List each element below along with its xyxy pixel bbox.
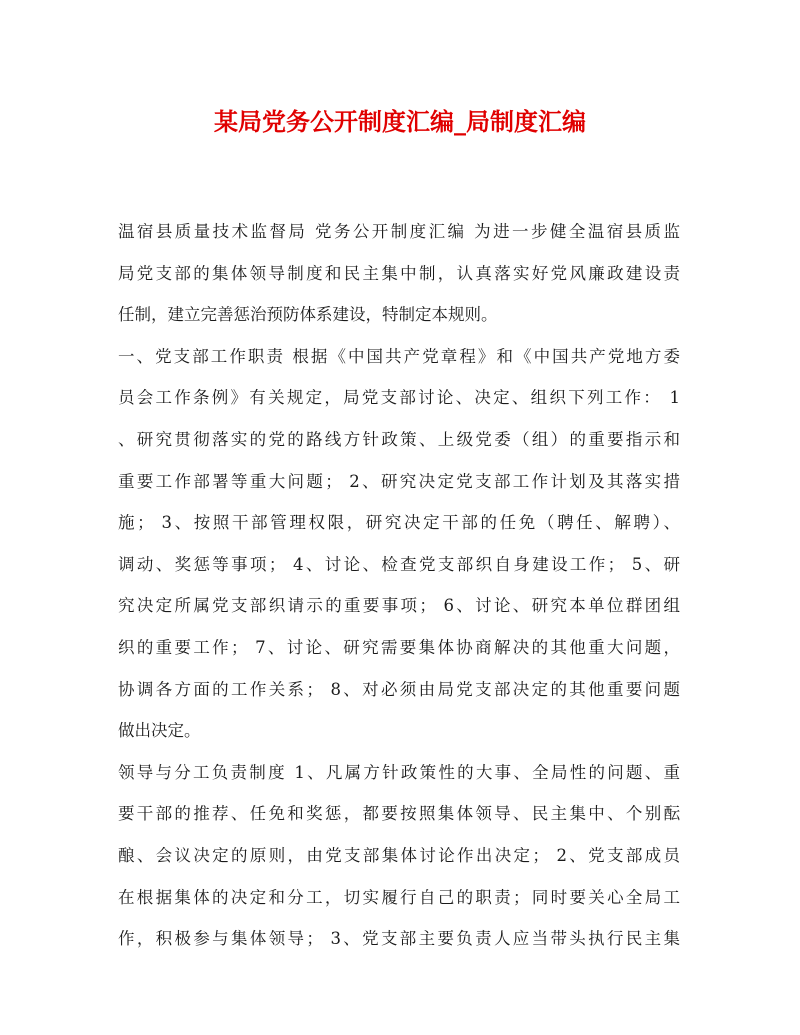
text-line: 调动、奖惩等事项； 4、讨论、检查党支部织自身建设工作； 5、研 [118,554,680,574]
text-line: 在根据集体的决定和分工，切实履行自己的职责；同时要关心全局工 [118,887,680,907]
document-title: 某局党务公开制度汇编_局制度汇编 [214,107,586,136]
text-line: 任制，建立完善惩治预防体系建设，特制定本规则。 [118,305,498,325]
text-line: 局党支部的集体领导制度和民主集中制，认真落实好党风廉政建设责 [118,263,680,283]
text-line: 协调各方面的工作关系； 8、对必须由局党支部决定的其他重要问题 [118,679,680,699]
paragraph-intro [118,211,680,336]
text-line: 温宿县质量技术监督局 党务公开制度汇编 为进一步健全温宿县质监 [118,222,680,241]
text-line: 施； 3、按照干部管理权限，研究决定干部的任免（聘任、解聘）、 [118,513,680,533]
text-line: 重要工作部署等重大问题； 2、研究决定党支部工作计划及其落实措 [118,471,680,491]
paragraph-leadership [118,752,680,960]
text-line: 织的重要工作； 7、讨论、研究需要集体协商解决的其他重大问题， [118,637,680,657]
text-line: 酿、会议决定的原则，由党支部集体讨论作出决定； 2、党支部成员 [118,845,680,865]
document-body [118,211,680,960]
text-line: 、研究贯彻落实的党的路线方针政策、上级党委（组）的重要指示和 [118,429,680,449]
text-line: 要干部的推荐、任免和奖惩，都要按照集体领导、民主集中、个别酝 [118,804,680,824]
text-line: 做出决定。 [118,721,201,741]
text-line: 究决定所属党支部织请示的重要事项； 6、讨论、研究本单位群团组 [118,596,680,616]
text-line: 一、党支部工作职责 根据《中国共产党章程》和《中国共产党地方委 [118,346,680,366]
text-line: 员会工作条例》有关规定，局党支部讨论、决定、组织下列工作： 1 [118,388,680,408]
text-line: 作，积极参与集体领导； 3、党支部主要负责人应当带头执行民主集 [118,929,680,949]
paragraph-duties [118,336,680,752]
text-line: 领导与分工负责制度 1、凡属方针政策性的大事、全局性的问题、重 [118,762,680,782]
